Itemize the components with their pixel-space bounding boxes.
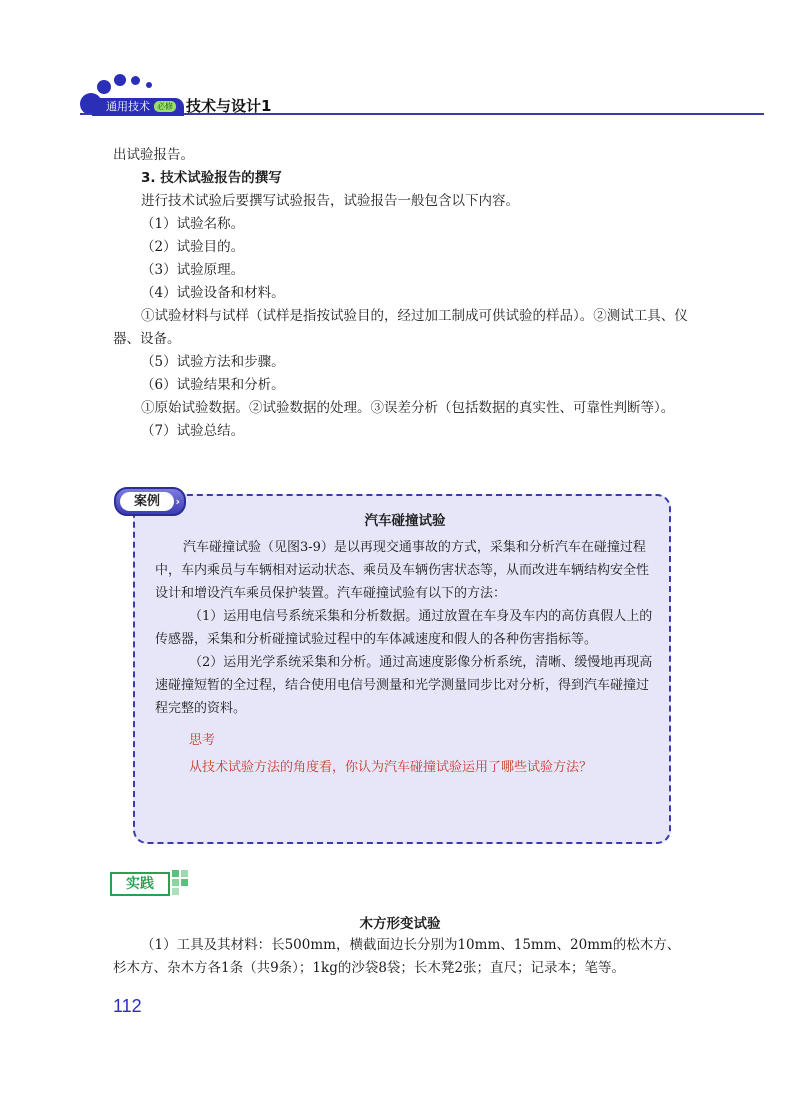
section-heading: 3. 技术试验报告的撰写 [141, 170, 282, 186]
list-item: （2）试验目的。 [141, 239, 245, 255]
decor-square [181, 879, 188, 886]
case-paragraph: （2）运用光学系统采集和分析。通过高速度影像分析系统，清晰、缓慢地再现高速碰撞短暂的全过程，结合使用电信号测量和光学测量同步比对分析，得到汽车碰撞过程完整的资料。 [155, 655, 653, 716]
practice-tag [110, 870, 190, 896]
decor-dot [97, 80, 111, 94]
list-item: （6）试验结果和分析。 [141, 377, 285, 393]
intro-line: 出试验报告。 [113, 147, 194, 163]
book-title: 技术与设计1 [186, 97, 272, 115]
series-tab [92, 98, 184, 116]
decor-square [172, 870, 179, 877]
case-tag-label: 案例 [120, 492, 174, 511]
page-header [0, 0, 800, 130]
decor-dot [114, 74, 126, 86]
case-title: 汽车碰撞试验 [364, 513, 446, 529]
case-paragraph: （1）运用电信号系统采集和分析数据。通过放置在车身及车内的高仿真假人上的传感器，采集和分析碰撞试验过程中的车体减速度和假人的各种伤害指标等。 [155, 609, 653, 647]
decor-square [181, 870, 188, 877]
grade-badge: 必修 [154, 101, 176, 112]
decor-dot [131, 76, 140, 85]
list-item: （5）试验方法和步骤。 [141, 354, 285, 370]
think-label: 思考 [189, 733, 216, 748]
list-item: （7）试验总结。 [141, 423, 245, 439]
chevron-right-icon: › [175, 495, 180, 508]
paragraph: ①试验材料与试样（试样是指按试验目的，经过加工制成可供试验的样品）。②测试工具、仪器、设备。 [113, 308, 688, 347]
decor-square [172, 888, 179, 895]
case-content [155, 510, 655, 779]
decor-square [172, 879, 179, 886]
section-body [113, 144, 693, 443]
list-item: （1）试验名称。 [141, 216, 245, 232]
practice-title: 木方形变试验 [359, 916, 441, 932]
paragraph: 进行技术试验后要撰写试验报告，试验报告一般包含以下内容。 [141, 193, 519, 209]
case-paragraph: 汽车碰撞试验（见图3-9）是以再现交通事故的方式，采集和分析汽车在碰撞过程中，车内乘员与车辆相对运动状态、乘员及车辆伤害状态等，从而改进车辆结构安全性设计和增设汽车乘员保护装置。汽车碰撞试验有以下的方法： [155, 540, 650, 601]
practice-paragraph: （1）工具及其材料：长500mm，横截面边长分别为10mm、15mm、20mm的松木方、杉木方、杂木方各1条（共9条）；1kg的沙袋8袋；长木凳2张；直尺；记录本；笔等。 [113, 937, 681, 976]
list-item: （3）试验原理。 [141, 262, 245, 278]
paragraph: ①原始试验数据。②试验数据的处理。③误差分析（包括数据的真实性、可靠性判断等）。 [141, 400, 675, 416]
decor-dot [146, 82, 152, 88]
list-item: （4）试验设备和材料。 [141, 285, 285, 301]
series-label: 通用技术 [106, 100, 150, 113]
practice-tag-label: 实践 [110, 872, 170, 896]
page-number: 112 [113, 996, 142, 1016]
practice-body [113, 934, 693, 980]
think-question: 从技术试验方法的角度看，你认为汽车碰撞试验运用了哪些试验方法？ [189, 760, 593, 775]
